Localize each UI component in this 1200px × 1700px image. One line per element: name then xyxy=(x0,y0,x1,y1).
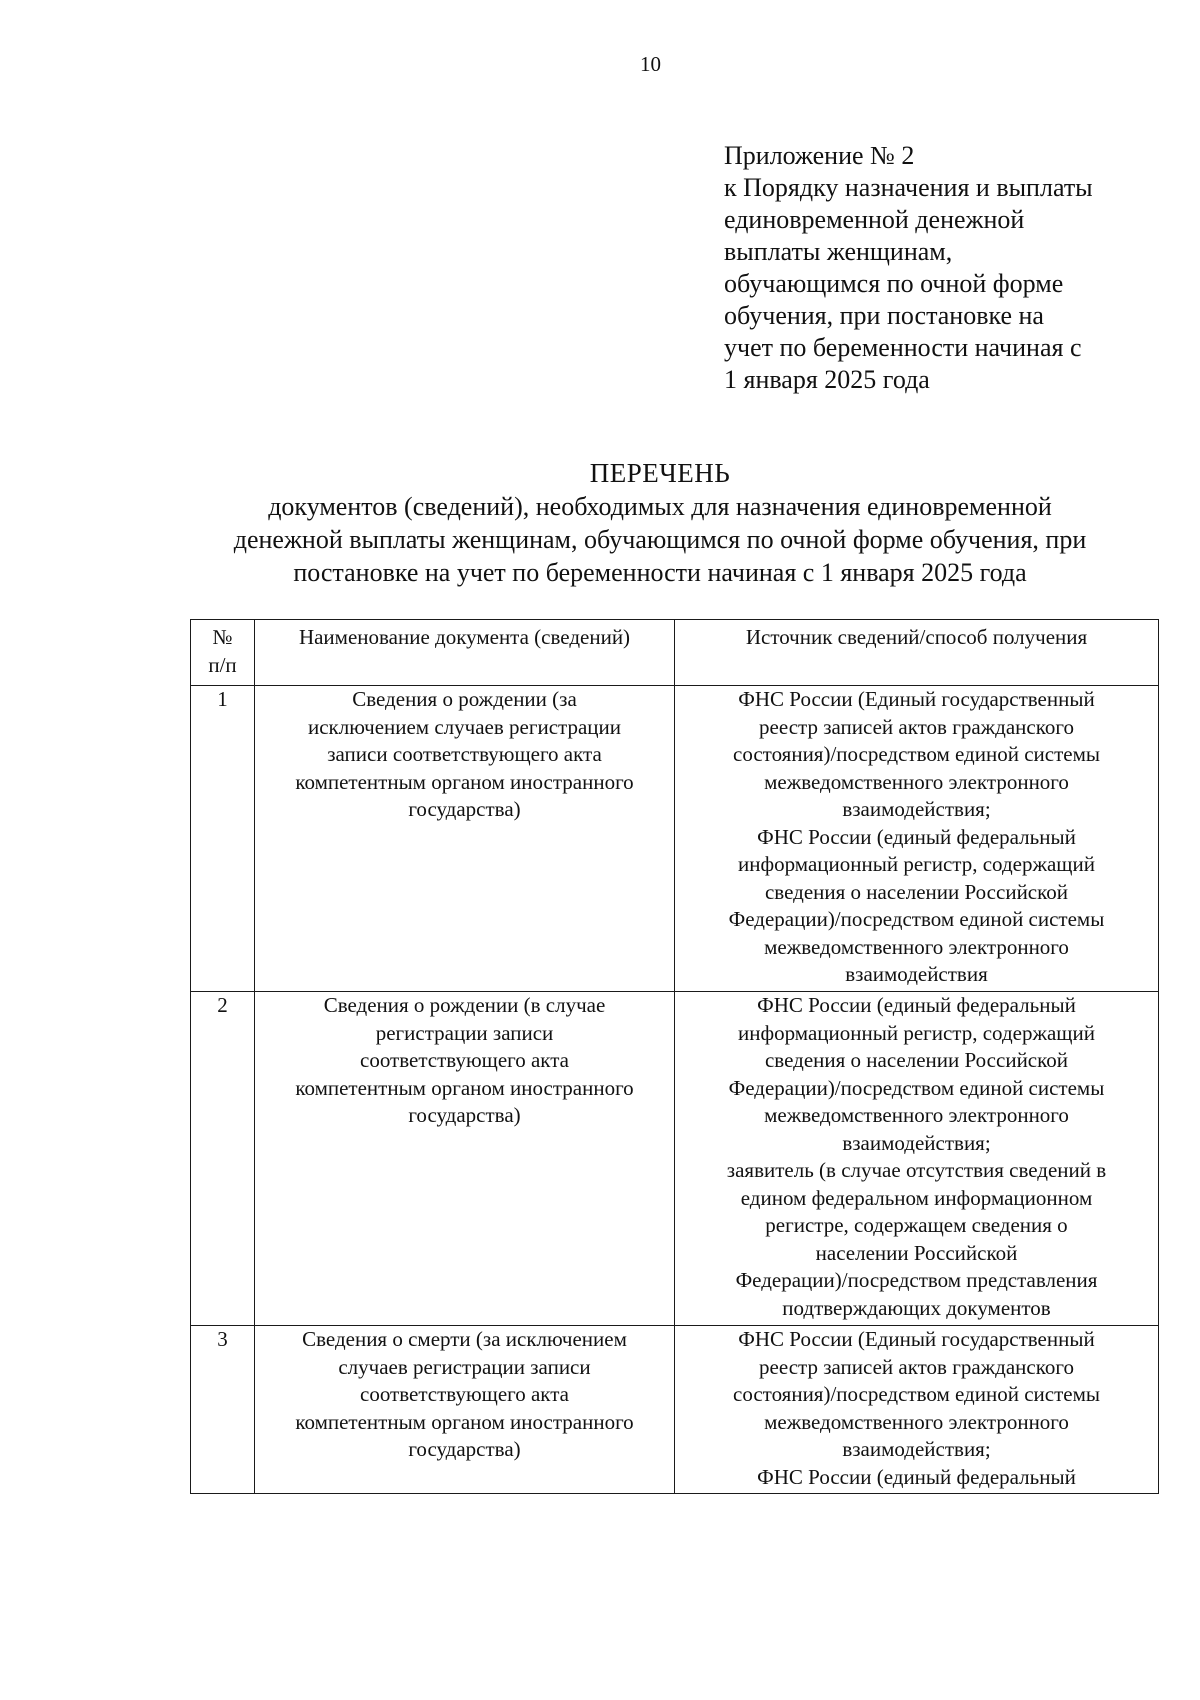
cell-line: исключением случаев регистрации xyxy=(308,714,621,739)
appendix-line: обучения, при постановке на xyxy=(724,301,1044,330)
cell-line: соответствующего акта xyxy=(360,1382,569,1406)
appendix-block xyxy=(724,140,1164,396)
source-cell xyxy=(675,686,1159,992)
cell-line: ФНС России (единый федеральный xyxy=(757,824,1076,849)
cell-line: компетентным органом иностранного xyxy=(295,1075,634,1100)
cell-line: сведения о населении Российской xyxy=(764,879,1068,904)
subtitle-line: документов (сведений), необходимых для назначения единовременной xyxy=(268,492,1052,521)
document-name-cell xyxy=(255,1326,675,1494)
cell-line: взаимодействия xyxy=(845,962,988,986)
cell-line: состояния)/посредством единой системы xyxy=(733,742,1100,766)
documents-table xyxy=(190,619,1159,1494)
page-number: 10 xyxy=(640,52,661,76)
cell-line: заявитель (в случае отсутствия сведений в xyxy=(726,1158,1107,1182)
header-number xyxy=(191,620,255,686)
document-subtitle xyxy=(0,490,1200,589)
cell-line: случаев регистрации записи xyxy=(338,1354,591,1379)
source-cell xyxy=(675,992,1159,1326)
cell-line: информационный регистр, содержащий xyxy=(738,852,1095,876)
cell-line: сведения о населении Российской xyxy=(764,1048,1068,1072)
cell-line: межведомственного электронного xyxy=(764,934,1069,959)
cell-line: ФНС России (Единый государственный xyxy=(738,1327,1095,1351)
cell-line: подтверждающих документов xyxy=(782,1295,1051,1320)
subtitle-line: постановке на учет по беременности начиная с 1 января 2025 года xyxy=(293,558,1027,587)
cell-line: взаимодействия; xyxy=(842,1130,991,1155)
cell-line: регистре, содержащем сведения о xyxy=(765,1213,1068,1237)
appendix-line: учет по беременности начиная с xyxy=(724,333,1082,362)
cell-line: компетентным органом иностранного xyxy=(295,1409,634,1434)
appendix-line: обучающимся по очной форме xyxy=(724,269,1064,298)
cell-line: регистрации записи xyxy=(375,1020,554,1045)
cell-line: взаимодействия; xyxy=(842,1437,991,1461)
cell-line: взаимодействия; xyxy=(842,797,991,821)
source-cell xyxy=(675,1326,1159,1494)
cell-line: ФНС России (единый федеральный xyxy=(757,1464,1076,1489)
row-number: 2 xyxy=(191,992,255,1326)
cell-line: записи соответствующего акта xyxy=(327,742,602,766)
table-row xyxy=(191,686,1159,992)
table-row xyxy=(191,992,1159,1326)
appendix-line: 1 января 2025 года xyxy=(724,365,930,394)
header-document-name: Наименование документа (сведений) xyxy=(255,620,675,686)
cell-line: ФНС России (Единый государственный xyxy=(738,687,1095,711)
cell-line: межведомственного электронного xyxy=(764,1103,1069,1127)
cell-line: государства) xyxy=(408,1437,521,1461)
cell-line: информационный регистр, содержащий xyxy=(738,1020,1095,1045)
table-row xyxy=(191,1326,1159,1494)
cell-line: Федерации)/посредством представления xyxy=(735,1268,1098,1292)
cell-line: Сведения о рождении (в случае xyxy=(323,993,606,1017)
document-name-cell xyxy=(255,992,675,1326)
cell-line: населении Российской xyxy=(815,1240,1018,1265)
appendix-line: единовременной денежной xyxy=(724,205,1025,234)
cell-line: межведомственного электронного xyxy=(764,769,1069,794)
cell-line: компетентным органом иностранного xyxy=(295,769,634,794)
cell-line: межведомственного электронного xyxy=(764,1409,1069,1434)
appendix-line: Приложение № 2 xyxy=(724,141,915,170)
cell-line: ФНС России (единый федеральный xyxy=(757,993,1076,1017)
header-source: Источник сведений/способ получения xyxy=(675,620,1159,686)
cell-line: реестр записей актов гражданского xyxy=(759,1354,1074,1379)
cell-line: Федерации)/посредством единой системы xyxy=(728,907,1105,931)
document-title: ПЕРЕЧЕНЬ xyxy=(589,458,731,488)
appendix-line: к Порядку назначения и выплаты xyxy=(724,173,1093,202)
cell-line: едином федеральном информационном xyxy=(740,1185,1093,1210)
row-number: 1 xyxy=(191,686,255,992)
document-name-cell xyxy=(255,686,675,992)
row-number: 3 xyxy=(191,1326,255,1494)
header-number-sign: № xyxy=(212,625,233,649)
cell-line: Сведения о смерти (за исключением xyxy=(302,1327,627,1351)
header-number-abbr: п/п xyxy=(208,652,237,677)
cell-line: Федерации)/посредством единой системы xyxy=(728,1075,1105,1100)
subtitle-line: денежной выплаты женщинам, обучающимся по очной форме обучения, при xyxy=(233,525,1087,554)
table-header-row xyxy=(191,620,1159,686)
cell-line: государства) xyxy=(408,797,521,821)
cell-line: состояния)/посредством единой системы xyxy=(733,1382,1100,1406)
cell-line: соответствующего акта xyxy=(360,1048,569,1072)
appendix-line: выплаты женщинам, xyxy=(724,237,953,266)
cell-line: реестр записей актов гражданского xyxy=(759,714,1074,739)
cell-line: Сведения о рождении (за xyxy=(352,687,577,711)
cell-line: государства) xyxy=(408,1103,521,1127)
